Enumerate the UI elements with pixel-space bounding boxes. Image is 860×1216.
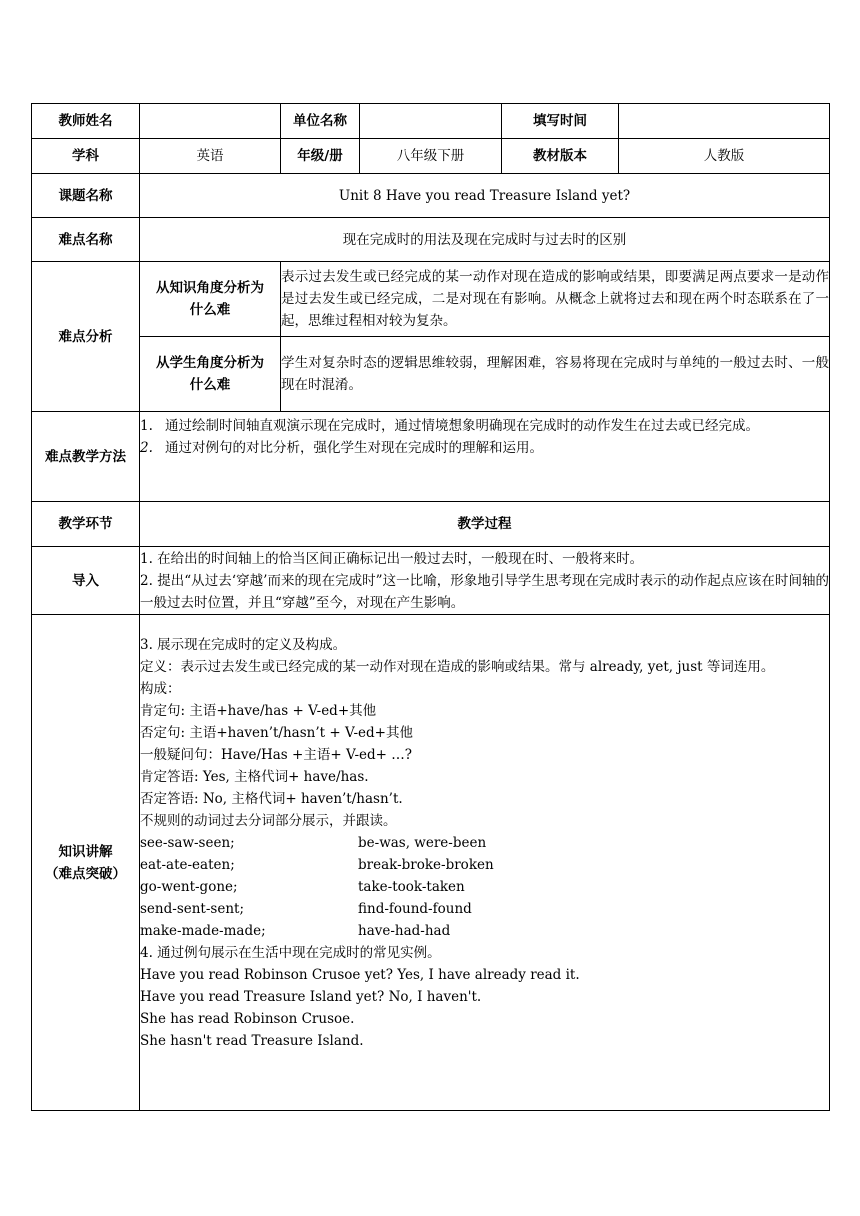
verb-row: [140, 920, 829, 942]
method-item: [140, 415, 829, 437]
teaching-stage-header: 教学环节: [32, 502, 140, 547]
verb-left: go-went-gone;: [140, 879, 238, 895]
explain-line: 定义：表示过去发生或已经完成的某一动作对现在造成的影响或结果。常与 already, yet, just 等词连用。: [140, 659, 775, 675]
row-topic: [32, 174, 830, 218]
knowledge-angle-label-line1: 从知识角度分析为: [156, 280, 264, 296]
method-item-num: 2.: [140, 440, 153, 456]
explain-label: [32, 615, 140, 1111]
subject-label: 学科: [32, 139, 140, 174]
row-method: [32, 412, 830, 502]
explain-label-line2: （难点突破）: [45, 865, 126, 882]
intro-line: 1. 在给出的时间轴上的恰当区间正确标记出一般过去时，一般现在时、一般将来时。: [140, 550, 644, 567]
explain-line: 一般疑问句：Have/Has +主语+ V-ed+ …?: [140, 747, 412, 763]
verb-right: find-found-found: [358, 901, 472, 917]
row-analysis-knowledge: [32, 262, 830, 337]
example-sentence: Have you read Treasure Island yet? No, I haven't.: [140, 989, 482, 1005]
verb-left: see-saw-seen;: [140, 835, 235, 851]
explain-content: [140, 615, 830, 1111]
difficulty-value: 现在完成时的用法及现在完成时与过去时的区别: [140, 218, 830, 262]
example-sentence: She has read Robinson Crusoe.: [140, 1011, 355, 1027]
verb-right: take-took-taken: [358, 879, 465, 895]
verb-right: be-was, were-been: [358, 835, 487, 851]
row-intro: [32, 547, 830, 615]
verb-right: have-had-had: [358, 923, 451, 939]
student-angle-label-line1: 从学生角度分析为: [156, 355, 264, 371]
verb-left: send-sent-sent;: [140, 901, 244, 917]
intro-label: 导入: [32, 547, 140, 615]
explain-line: 否定句: 主语+haven’t/hasn’t + V-ed+其他: [140, 725, 413, 741]
explain-line: 3. 展示现在完成时的定义及构成。: [140, 637, 347, 653]
intro-line: 2. 提出“从过去‘穿越’而来的现在完成时”这一比喻，形象地引导学生思考现在完成时表示的动作起点应该在时间轴的一般过去时位置，并且“穿越”至今，对现在产生影响。: [140, 572, 829, 611]
difficulty-label: 难点名称: [32, 218, 140, 262]
edition-value: 人教版: [619, 139, 830, 174]
explain-line: 肯定答语: Yes, 主格代词+ have/has.: [140, 769, 369, 785]
example-sentence: Have you read Robinson Crusoe yet? Yes, I have already read it.: [140, 967, 580, 983]
explain-line: 否定答语: No, 主格代词+ haven’t/hasn’t.: [140, 791, 403, 807]
unit-name-value: [360, 104, 502, 139]
row-teacher-info: [32, 104, 830, 139]
analysis-label: 难点分析: [32, 262, 140, 412]
teacher-name-value: [140, 104, 281, 139]
lesson-plan-table: [31, 103, 830, 1111]
topic-value: Unit 8 Have you read Treasure Island yet?: [140, 174, 830, 218]
fill-time-value: [619, 104, 830, 139]
method-content: [140, 412, 830, 502]
method-item-num: 1.: [140, 418, 153, 434]
teacher-name-label: 教师姓名: [32, 104, 140, 139]
student-angle-label-line2: 什么难: [189, 377, 231, 393]
verb-left: eat-ate-eaten;: [140, 857, 235, 873]
verb-row: [140, 832, 829, 854]
student-angle-label: [140, 337, 281, 412]
explain-label-line1: 知识讲解: [58, 843, 113, 860]
row-explain: [32, 615, 830, 1111]
subject-value: 英语: [140, 139, 281, 174]
teaching-process-header: 教学过程: [140, 502, 830, 547]
explain-line: 肯定句: 主语+have/has + V-ed+其他: [140, 703, 377, 719]
method-item: [140, 437, 829, 459]
grade-label: 年级/册: [281, 139, 360, 174]
example-sentence: She hasn't read Treasure Island.: [140, 1033, 364, 1049]
knowledge-angle-label-line2: 什么难: [189, 302, 231, 318]
row-difficulty: [32, 218, 830, 262]
method-label: 难点教学方法: [32, 412, 140, 502]
grade-value: 八年级下册: [360, 139, 502, 174]
row-process-header: [32, 502, 830, 547]
knowledge-angle-text: 表示过去发生或已经完成的某一动作对现在造成的影响或结果，即要满足两点要求一是动作是过去发生或已经完成，二是对现在有影响。从概念上就将过去和现在两个时态联系在了一起，思维过程相对较为复杂。: [281, 262, 830, 337]
method-item-text: 通过绘制时间轴直观演示现在完成时，通过情境想象明确现在完成时的动作发生在过去或已经完成。: [165, 418, 759, 434]
verb-right: break-broke-broken: [358, 857, 494, 873]
verb-left: make-made-made;: [140, 923, 266, 939]
verb-row: [140, 898, 829, 920]
explain-line: 不规则的动词过去分词部分展示，并跟读。: [140, 813, 397, 829]
fill-time-label: 填写时间: [502, 104, 619, 139]
row-subject-info: [32, 139, 830, 174]
verb-row: [140, 854, 829, 876]
edition-label: 教材版本: [502, 139, 619, 174]
topic-label: 课题名称: [32, 174, 140, 218]
explain-line: 4. 通过例句展示在生活中现在完成时的常见实例。: [140, 945, 441, 961]
row-analysis-student: [32, 337, 830, 412]
unit-name-label: 单位名称: [281, 104, 360, 139]
student-angle-text: 学生对复杂时态的逻辑思维较弱，理解困难，容易将现在完成时与单纯的一般过去时、一般现在时混淆。: [281, 337, 830, 412]
verb-row: [140, 876, 829, 898]
intro-content: [140, 547, 830, 615]
explain-line: 构成：: [140, 681, 181, 697]
knowledge-angle-label: [140, 262, 281, 337]
method-item-text: 通过对例句的对比分析，强化学生对现在完成时的理解和运用。: [165, 440, 543, 456]
